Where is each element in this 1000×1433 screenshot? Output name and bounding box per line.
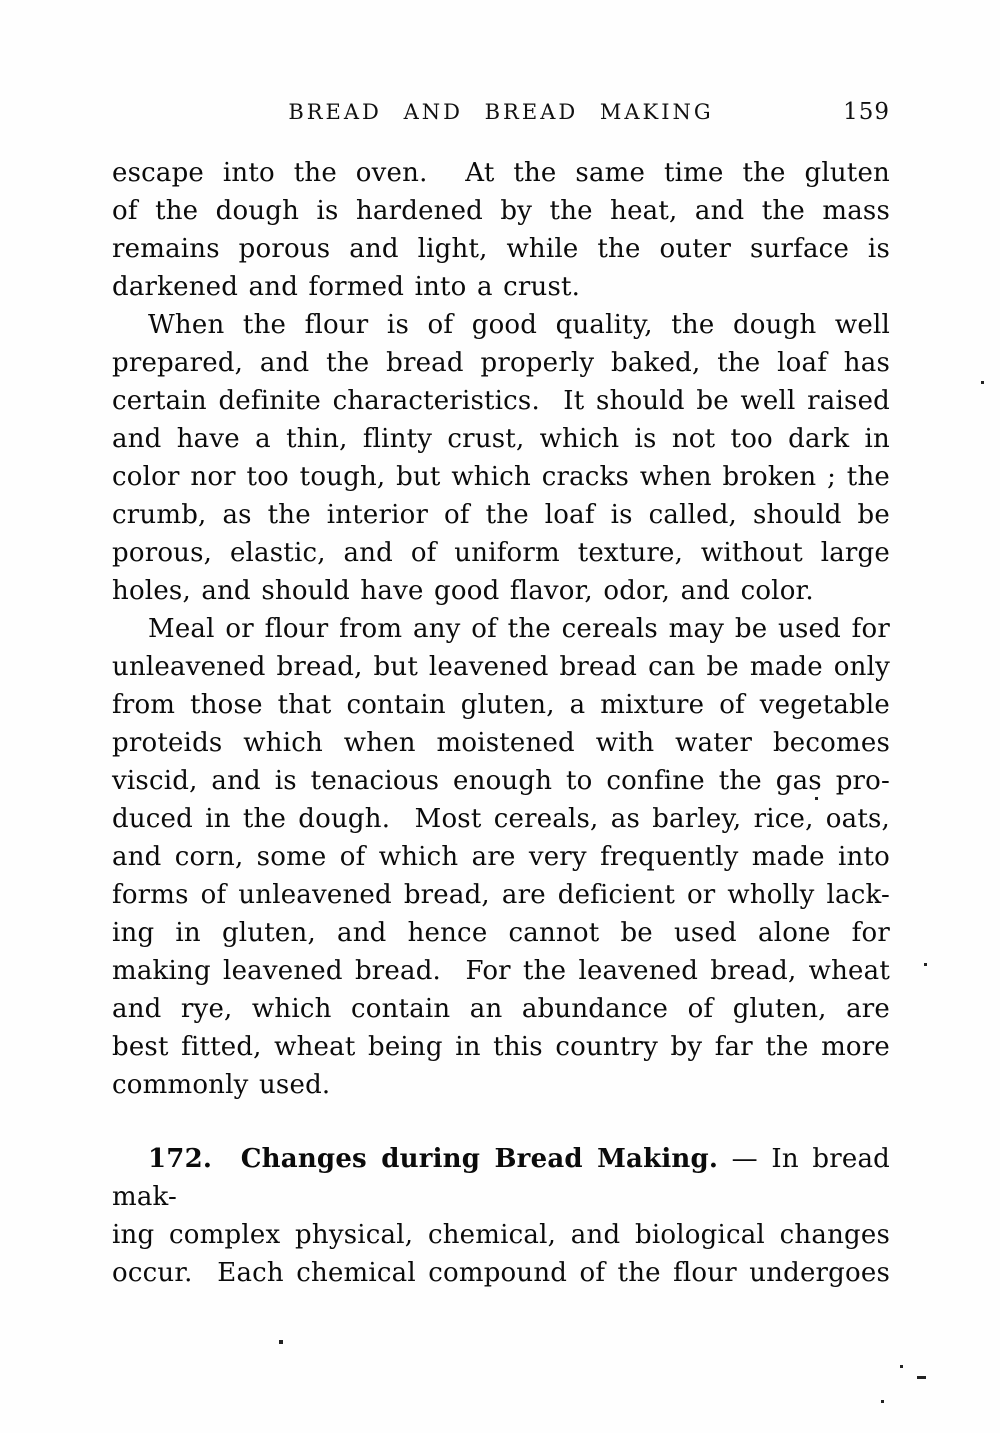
scan-speck [279,1340,283,1344]
text-line: remains porous and light, while the outer surface is [112,234,890,264]
text-line: darkened and formed into a crust. [112,272,581,302]
scan-speck [917,1376,926,1379]
scan-speck [924,963,927,966]
scan-speck [881,1400,884,1403]
section-text: — In bread mak- [112,1144,890,1212]
text-line: occur. Each chemical compound of the flour undergoes [112,1258,890,1288]
text-line: proteids which when moistened with water becomes [112,728,890,758]
paragraph [112,610,890,1104]
text-line: duced in the dough. Most cereals, as barley, rice, oats, [112,804,890,834]
text-line: and corn, some of which are very frequently made into [112,842,890,872]
text-line: commonly used. [112,1070,331,1100]
text-line: from those that contain gluten, a mixture of vegetable [112,690,890,720]
paragraph [112,154,890,306]
text-block [112,154,890,1292]
text-line: color nor too tough, but which cracks when broken ; the [112,462,890,492]
text-line: viscid, and is tenacious enough to confine the gas pro- [112,766,890,796]
scan-speck [815,797,818,800]
paragraph [112,306,890,610]
section-number-and-title: 172. Changes during Bread Making. [148,1144,719,1174]
text-line: forms of unleavened bread, are deficient or wholly lack- [112,880,890,910]
text-line: unleavened bread, but leavened bread can be made only [112,652,890,682]
text-line: and have a thin, flinty crust, which is not too dark in [112,424,890,454]
text-line: holes, and should have good flavor, odor, and color. [112,576,814,606]
text-line: best fitted, wheat being in this country by far the more [112,1032,890,1062]
text-line: porous, elastic, and of uniform texture, without large [112,538,890,568]
text-line: of the dough is hardened by the heat, and the mass [112,196,890,226]
text-line: ing complex physical, chemical, and biological changes [112,1220,890,1250]
text-line: making leavened bread. For the leavened bread, wheat [112,956,890,986]
scan-speck [981,381,984,384]
text-line: and rye, which contain an abundance of gluten, are [112,994,890,1024]
text-line: ing in gluten, and hence cannot be used alone for [112,918,890,948]
section-paragraph [112,1140,890,1292]
text-line: prepared, and the bread properly baked, the loaf has [112,348,890,378]
text-line: certain definite characteristics. It should be well raised [112,386,890,416]
text-line: When the flour is of good quality, the dough well [148,310,890,340]
page-number: 159 [843,99,890,125]
running-head-title: BREAD AND BREAD MAKING [288,100,714,124]
running-head [112,100,890,134]
scan-speck [900,1365,903,1368]
text-line: crumb, as the interior of the loaf is called, should be [112,500,890,530]
text-line: Meal or flour from any of the cereals may be used for [148,614,890,644]
text-line [112,1140,890,1216]
text-line: escape into the oven. At the same time the gluten [112,158,890,188]
